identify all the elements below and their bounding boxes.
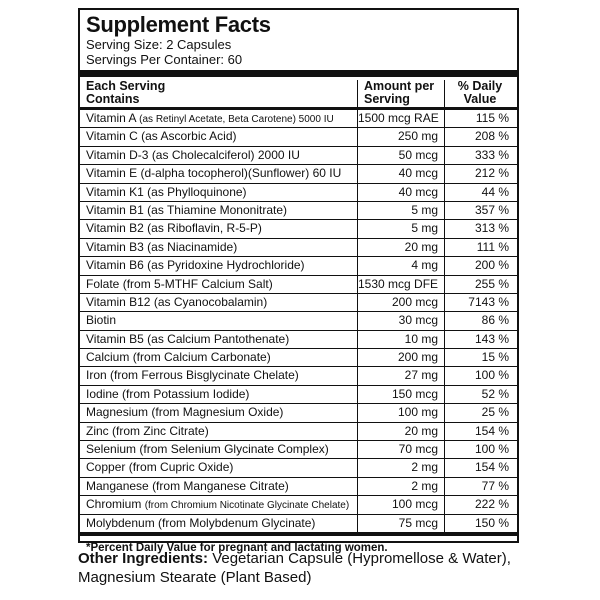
nutrient-amount: 2 mg [357, 478, 444, 495]
nutrient-daily-value: 333 % [444, 147, 511, 164]
serving-size: Serving Size: 2 Capsules [86, 37, 232, 52]
nutrient-name-cell [86, 239, 357, 256]
nutrient-name: Selenium [86, 442, 137, 457]
table-row [80, 331, 517, 349]
nutrient-detail: (from Manganese Citrate) [152, 478, 289, 493]
nutrient-detail: (from 5-MTHF Calcium Salt) [122, 276, 273, 291]
nutrient-detail: (as Ascorbic Acid) [141, 129, 237, 144]
nutrient-name-cell [86, 220, 357, 237]
nutrient-amount: 75 mcg [357, 515, 444, 532]
nutrient-name-cell [86, 128, 357, 145]
nutrient-name: Vitamin B5 [86, 331, 144, 346]
nutrient-amount: 70 mcg [357, 441, 444, 458]
nutrient-amount: 30 mcg [357, 312, 444, 329]
nutrient-amount: 27 mg [357, 367, 444, 384]
nutrient-detail: (from Cupric Oxide) [128, 460, 234, 475]
nutrient-amount: 40 mcg [357, 165, 444, 182]
nutrient-daily-value: 86 % [444, 312, 511, 329]
nutrient-amount: 200 mg [357, 349, 444, 366]
nutrient-amount: 150 mcg [357, 386, 444, 403]
table-row [80, 147, 517, 165]
nutrient-detail: (as Thiamine Mononitrate) [147, 202, 287, 217]
nutrient-name-cell [86, 294, 357, 311]
table-row [80, 367, 517, 385]
nutrient-name-cell [86, 349, 357, 366]
nutrient-detail: (from Selenium Glycinate Complex) [139, 442, 329, 457]
nutrient-name: Vitamin B12 [86, 294, 151, 309]
nutrient-name-cell [86, 312, 357, 329]
table-row [80, 404, 517, 422]
nutrient-detail: (from Molybdenum Glycinate) [158, 515, 316, 530]
nutrient-name: Vitamin B2 [86, 221, 144, 236]
nutrient-amount: 250 mg [357, 128, 444, 145]
nutrient-daily-value: 111 % [444, 239, 511, 256]
nutrient-amount: 20 mg [357, 423, 444, 440]
nutrient-name: Vitamin A [86, 111, 136, 125]
nutrient-name: Molybdenum [86, 515, 155, 530]
other-ingredients-text: Vegetarian Capsule (Hypromellose & Water), Magnesium Stearate (Plant Based) [78, 550, 511, 586]
nutrient-name-cell [86, 165, 357, 182]
nutrient-amount: 1530 mcg DFE [357, 276, 444, 293]
nutrient-daily-value: 255 % [444, 276, 511, 293]
nutrient-detail: (as Cholecalciferol) 2000 IU [151, 147, 300, 162]
table-header [86, 77, 511, 107]
nutrient-name: Chromium [86, 497, 142, 512]
nutrient-amount: 5 mg [357, 202, 444, 219]
table-row [80, 220, 517, 238]
nutrient-daily-value: 7143 % [444, 294, 511, 311]
nutrient-name-cell [86, 331, 357, 348]
nutrient-name: Vitamin E [86, 166, 138, 181]
nutrient-name: Vitamin B3 [86, 239, 144, 254]
nutrient-amount: 2 mg [357, 459, 444, 476]
nutrient-name: Vitamin B6 [86, 258, 144, 273]
table-row [80, 128, 517, 146]
nutrient-daily-value: 150 % [444, 515, 511, 532]
nutrient-daily-value: 77 % [444, 478, 511, 495]
nutrient-detail: (from Chromium Nicotinate Glycinate Chelate) [144, 500, 350, 512]
table-row [80, 294, 517, 312]
nutrient-name-cell [86, 202, 357, 219]
table-row [80, 110, 517, 128]
nutrient-name: Vitamin D-3 [86, 147, 149, 162]
nutrient-name-cell [86, 257, 357, 274]
nutrient-name: Vitamin B1 [86, 202, 144, 217]
nutrient-daily-value: 143 % [444, 331, 511, 348]
table-row [80, 459, 517, 477]
table-row [80, 496, 517, 514]
header-amount-line2: Serving [364, 92, 410, 106]
nutrient-amount: 10 mg [357, 331, 444, 348]
nutrient-amount: 100 mg [357, 404, 444, 421]
nutrient-name-cell [86, 423, 357, 440]
nutrient-detail: (from Magnesium Oxide) [151, 405, 284, 420]
nutrient-detail: (d-alpha tocopherol)(Sunflower) 60 IU [140, 166, 342, 181]
nutrient-detail: (as Retinyl Acetate, Beta Carotene) 5000 IU [139, 114, 334, 125]
nutrient-daily-value: 313 % [444, 220, 511, 237]
nutrient-daily-value: 222 % [444, 496, 511, 513]
nutrient-name: Vitamin C [86, 129, 138, 144]
nutrient-name-cell [86, 515, 357, 532]
nutrient-name: Biotin [86, 313, 117, 328]
table-row [80, 349, 517, 367]
nutrient-amount: 5 mg [357, 220, 444, 237]
nutrient-name: Iodine [86, 386, 119, 401]
table-row [80, 276, 517, 294]
nutrient-daily-value: 25 % [444, 404, 511, 421]
nutrient-name: Magnesium [86, 405, 149, 420]
nutrient-amount: 100 mcg [357, 496, 444, 513]
nutrient-name-cell [86, 478, 357, 495]
nutrient-detail: (from Ferrous Bisglycinate Chelate) [110, 368, 299, 383]
nutrient-name: Manganese [86, 478, 149, 493]
nutrient-name-cell [86, 367, 357, 384]
nutrient-name: Zinc [86, 423, 109, 438]
header-each-serving [86, 80, 357, 107]
table-row [80, 184, 517, 202]
servings-per-container: Servings Per Container: 60 [86, 52, 243, 67]
nutrient-daily-value: 115 % [444, 110, 511, 127]
nutrient-amount: 50 mcg [357, 147, 444, 164]
header-daily-value [444, 80, 511, 107]
nutrient-amount: 20 mg [357, 239, 444, 256]
nutrient-daily-value: 208 % [444, 128, 511, 145]
nutrient-name: Folate [86, 276, 120, 291]
table-row [80, 239, 517, 257]
header-amount-line1: Amount per [364, 79, 435, 93]
nutrient-daily-value: 212 % [444, 165, 511, 182]
table-row [80, 515, 517, 533]
nutrient-detail: (as Cyanocobalamin) [153, 294, 268, 309]
nutrient-daily-value: 357 % [444, 202, 511, 219]
nutrient-name-cell [86, 441, 357, 458]
header-amount [357, 80, 444, 107]
nutrient-name-cell [86, 184, 357, 201]
nutrient-name: Iron [86, 368, 107, 383]
nutrient-detail: (as Phylloquinone) [147, 184, 247, 199]
nutrient-detail: (as Pyridoxine Hydrochloride) [147, 258, 305, 273]
nutrient-amount: 1500 mcg RAE [357, 110, 444, 127]
nutrient-daily-value: 100 % [444, 441, 511, 458]
other-ingredients [78, 549, 538, 587]
table-row [80, 312, 517, 330]
header-daily-value-line1: % Daily [457, 79, 503, 93]
nutrient-detail: (as Niacinamide) [147, 239, 238, 254]
nutrient-detail: (from Zinc Citrate) [112, 423, 209, 438]
nutrient-detail: (as Calcium Pantothenate) [147, 331, 290, 346]
supplement-facts-panel [78, 8, 519, 554]
panel-title: Supplement Facts [86, 12, 271, 37]
nutrient-daily-value: 154 % [444, 423, 511, 440]
nutrient-daily-value: 100 % [444, 367, 511, 384]
footnote: *Percent Daily Value for pregnant and lactating women. [86, 541, 388, 554]
nutrient-name-cell [86, 386, 357, 403]
nutrient-name: Vitamin K1 [86, 184, 144, 199]
table-row [80, 257, 517, 275]
nutrient-amount: 40 mcg [357, 184, 444, 201]
nutrient-name-cell [86, 276, 357, 293]
nutrient-daily-value: 154 % [444, 459, 511, 476]
nutrient-daily-value: 15 % [444, 349, 511, 366]
table-row [80, 478, 517, 496]
table-row [80, 165, 517, 183]
nutrient-name: Calcium [86, 350, 130, 365]
nutrient-name: Copper [86, 460, 126, 475]
nutrient-daily-value: 44 % [444, 184, 511, 201]
nutrient-name-cell [86, 496, 357, 513]
nutrient-name-cell [86, 147, 357, 164]
nutrient-name-cell [86, 459, 357, 476]
nutrient-detail: (from Potassium Iodide) [122, 386, 250, 401]
table-row [80, 423, 517, 441]
nutrient-rows [86, 110, 511, 533]
nutrient-detail: (from Calcium Carbonate) [132, 350, 271, 365]
header-each-serving-line1: Each Serving [86, 79, 166, 93]
nutrient-amount: 200 mcg [357, 294, 444, 311]
nutrient-daily-value: 52 % [444, 386, 511, 403]
thick-divider [80, 70, 517, 77]
other-ingredients-label: Other Ingredients: [78, 550, 209, 567]
header-each-serving-line2: Contains [86, 92, 140, 106]
nutrient-daily-value: 200 % [444, 257, 511, 274]
nutrient-name-cell [86, 404, 357, 421]
nutrient-amount: 4 mg [357, 257, 444, 274]
table-row [80, 202, 517, 220]
table-row [80, 386, 517, 404]
table-row [80, 441, 517, 459]
nutrient-name-cell [86, 110, 357, 127]
nutrient-detail: (as Riboflavin, R-5-P) [147, 221, 262, 236]
header-daily-value-line2: Value [463, 92, 497, 106]
